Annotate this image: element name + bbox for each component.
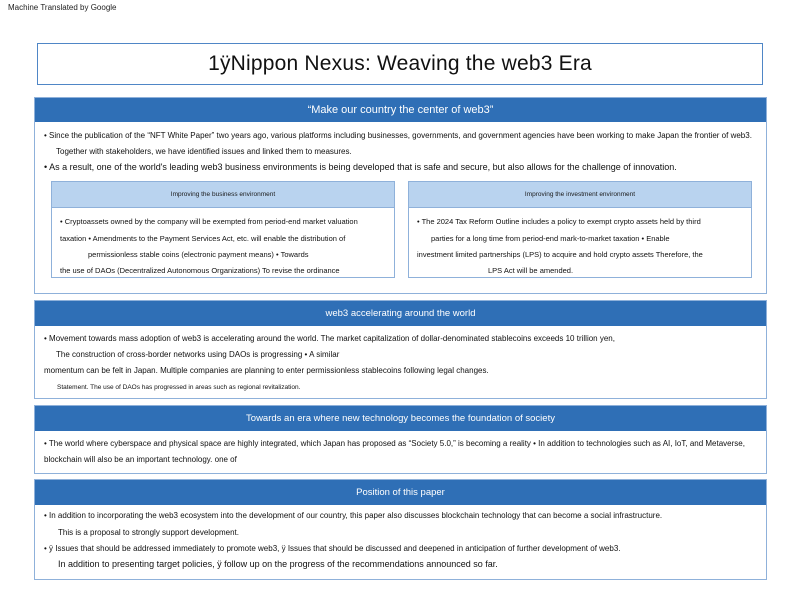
section-heading: “Make our country the center of web3” <box>35 98 766 122</box>
section-text-line: blockchain will also be an important technology. one of <box>44 455 237 464</box>
section-text-line: • The world where cyberspace and physical space are highly integrated, which Japan has proposed as “Society 5.0,” is becoming a reality • In addition to technologies such as AI, IoT, and Metaverse, <box>44 439 745 448</box>
section-position-paper <box>34 479 767 580</box>
investment-line: LPS Act will be amended. <box>488 266 574 275</box>
section-web3-center <box>34 97 767 294</box>
business-line: • Cryptoassets owned by the company will be exempted from period-end market valuation <box>60 217 358 226</box>
business-line: taxation • Amendments to the Payment Services Act, etc. will enable the distribution of <box>60 234 346 243</box>
business-environment-heading: Improving the business environment <box>52 182 394 208</box>
business-environment-box <box>51 181 395 278</box>
section-text-line: momentum can be felt in Japan. Multiple companies are planning to enter permissionless stablecoins following legal changes. <box>44 366 489 375</box>
machine-translation-note: Machine Translated by Google <box>8 3 117 12</box>
section-text-line: • ÿ Issues that should be addressed immediately to promote web3, ÿ Issues that should be discussed and deepened in anticipation of further development of web3. <box>44 544 621 553</box>
investment-environment-box <box>408 181 752 278</box>
section-heading: Towards an era where new technology becomes the foundation of society <box>35 406 766 431</box>
section-heading: web3 accelerating around the world <box>35 301 766 326</box>
investment-environment-heading: Improving the investment environment <box>409 182 751 208</box>
section-text-line: • Since the publication of the “NFT White Paper” two years ago, various platforms including businesses, governments, and government agencies have been working to make Japan the frontier of web3. <box>44 131 752 140</box>
section-heading: Position of this paper <box>35 480 766 505</box>
title-box <box>37 43 763 85</box>
business-line: the use of DAOs (Decentralized Autonomous Organizations) To revise the ordinance <box>60 266 340 275</box>
section-text-line: Together with stakeholders, we have identified issues and linked them to measures. <box>56 147 352 156</box>
investment-line: • The 2024 Tax Reform Outline includes a policy to exempt crypto assets held by third <box>417 217 701 226</box>
business-line: permissionless stable coins (electronic payment means) • Towards <box>88 250 309 259</box>
section-text-line: In addition to presenting target policies, ÿ follow up on the progress of the recommendations announced so far. <box>58 559 498 569</box>
section-new-technology <box>34 405 767 474</box>
section-text-line: • In addition to incorporating the web3 ecosystem into the development of our country, this paper also discusses blockchain technology that can become a social infrastructure. <box>44 511 663 520</box>
investment-line: investment limited partnerships (LPS) to acquire and hold crypto assets Therefore, the <box>417 250 703 259</box>
section-text-line: Statement. The use of DAOs has progressed in areas such as regional revitalization. <box>57 384 301 391</box>
section-text-line: This is a proposal to strongly support development. <box>58 528 239 537</box>
section-web3-world <box>34 300 767 399</box>
section-text-line: • Movement towards mass adoption of web3 is accelerating around the world. The market capitalization of dollar-denominated stablecoins exceeds 10 trillion yen, <box>44 334 615 343</box>
section-text-line: • As a result, one of the world's leading web3 business environments is being developed that is safe and secure, but also allows for the challenge of innovation. <box>44 162 677 172</box>
investment-line: parties for a long time from period-end mark-to-market taxation • Enable <box>431 234 670 243</box>
page-title: 1ÿNippon Nexus: Weaving the web3 Era <box>208 52 592 75</box>
section-text-line: The construction of cross-border networks using DAOs is progressing • A similar <box>56 350 340 359</box>
